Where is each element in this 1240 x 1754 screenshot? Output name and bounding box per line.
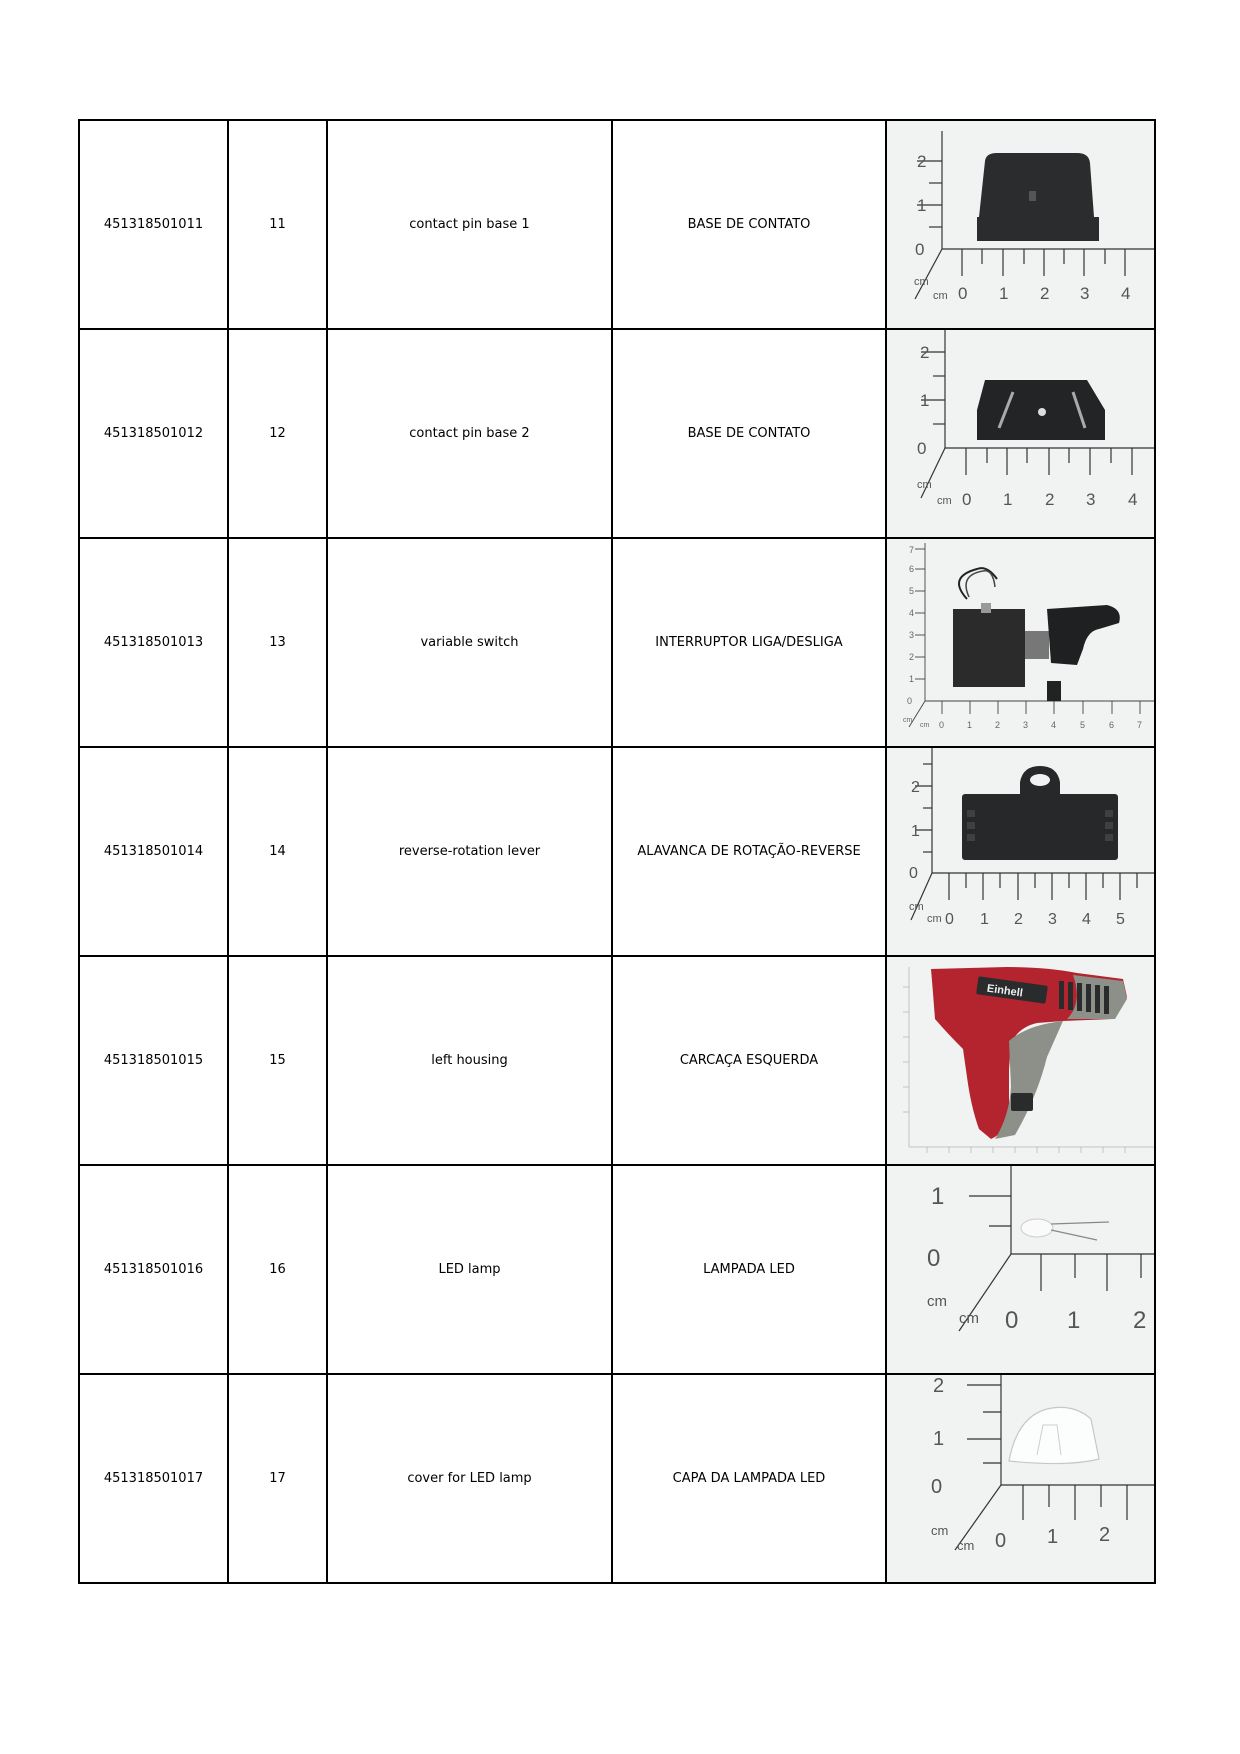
part-name-pt: CAPA DA LAMPADA LED — [612, 1374, 886, 1583]
ruler-label: 0 — [962, 490, 972, 509]
ruler-unit: cm — [927, 1293, 947, 1310]
part-name-en: cover for LED lamp — [327, 1374, 612, 1583]
ruler-label: 2 — [909, 652, 915, 662]
ruler-label: 2 — [1040, 284, 1050, 303]
ruler-label: 1 — [1047, 1526, 1059, 1548]
part-name-pt: BASE DE CONTATO — [612, 120, 886, 329]
ruler-label: 4 — [909, 608, 915, 618]
ruler-label: 2 — [917, 152, 927, 171]
ruler-label: 5 — [909, 586, 915, 596]
part-number: 451318501015 — [79, 956, 228, 1165]
ruler-unit: cm — [937, 495, 952, 507]
ruler-label: 1 — [917, 196, 927, 215]
ruler-label: 3 — [1023, 720, 1029, 730]
position-number: 13 — [228, 538, 327, 747]
ruler-label: 1 — [920, 391, 930, 410]
part-number: 451318501012 — [79, 329, 228, 538]
part-name-pt: BASE DE CONTATO — [612, 329, 886, 538]
brand-logo-text: Einhell — [986, 982, 1024, 1000]
table-row — [79, 1374, 1155, 1583]
part-shape — [1009, 1407, 1099, 1463]
ruler-label: 5 — [1116, 911, 1125, 928]
part-number: 451318501014 — [79, 747, 228, 956]
part-name-pt: CARCAÇA ESQUERDA — [612, 956, 886, 1165]
ruler-label: 1 — [933, 1428, 945, 1450]
part-photo — [887, 748, 1154, 955]
position-number: 14 — [228, 747, 327, 956]
ruler-label: 2 — [920, 343, 930, 362]
ruler-unit: cm — [933, 290, 948, 302]
ruler-label: 5 — [1080, 720, 1086, 730]
ruler-label: 0 — [1005, 1307, 1019, 1334]
part-name-pt: ALAVANCA DE ROTAÇÃO-REVERSE — [612, 747, 886, 956]
ruler-label: 4 — [1128, 490, 1138, 509]
part-name-en: contact pin base 1 — [327, 120, 612, 329]
ruler-label: 2 — [911, 779, 920, 796]
position-number: 17 — [228, 1374, 327, 1583]
part-number: 451318501011 — [79, 120, 228, 329]
part-number: 451318501017 — [79, 1374, 228, 1583]
ruler-label: 0 — [945, 911, 954, 928]
ruler-label: 1 — [911, 823, 920, 840]
part-photo — [887, 1166, 1154, 1373]
ruler-label: 2 — [1045, 490, 1055, 509]
contact-pin-base-1-photo — [886, 120, 1155, 329]
ruler-label: 6 — [909, 564, 915, 574]
part-shape — [1021, 1219, 1053, 1237]
ruler-label: 0 — [939, 720, 945, 730]
ruler-label: 0 — [958, 284, 968, 303]
ruler-label: 2 — [995, 720, 1001, 730]
position-number: 16 — [228, 1165, 327, 1374]
table-row — [79, 956, 1155, 1165]
ruler-label: 4 — [1051, 720, 1057, 730]
part-number: 451318501016 — [79, 1165, 228, 1374]
part-name-en: variable switch — [327, 538, 612, 747]
position-number: 15 — [228, 956, 327, 1165]
ruler-label: 3 — [1080, 284, 1090, 303]
ruler-label: 1 — [1003, 490, 1013, 509]
ruler-label: 3 — [909, 630, 915, 640]
ruler-label: 1 — [967, 720, 973, 730]
ruler-label: 0 — [909, 865, 918, 882]
ruler-label: 0 — [907, 696, 913, 706]
ruler-label: 3 — [1048, 911, 1057, 928]
ruler-label: 1 — [931, 1183, 945, 1210]
ruler-unit: cm — [914, 276, 929, 288]
led-lamp-photo — [886, 1165, 1155, 1374]
table-row — [79, 747, 1155, 956]
part-name-en: left housing — [327, 956, 612, 1165]
part-name-en: LED lamp — [327, 1165, 612, 1374]
ruler-label: 3 — [1086, 490, 1096, 509]
ruler-unit: cm — [927, 913, 942, 925]
table-row — [79, 329, 1155, 538]
ruler-label: 7 — [909, 545, 915, 555]
part-shape — [977, 153, 1099, 241]
part-photo — [887, 330, 1154, 537]
ruler-label: 0 — [931, 1476, 943, 1498]
part-number: 451318501013 — [79, 538, 228, 747]
ruler-label: 4 — [1121, 284, 1131, 303]
part-shape — [953, 609, 1025, 687]
ruler-unit: cm — [903, 717, 913, 724]
position-number: 11 — [228, 120, 327, 329]
part-name-pt: LAMPADA LED — [612, 1165, 886, 1374]
table-row — [79, 538, 1155, 747]
ruler-label: 4 — [1082, 911, 1091, 928]
ruler-label: 7 — [1137, 720, 1143, 730]
left-housing-photo — [886, 956, 1155, 1165]
ruler-unit: cm — [957, 1538, 975, 1553]
ruler-label: 1 — [980, 911, 989, 928]
reverse-rotation-lever-photo — [886, 747, 1155, 956]
ruler-label: 2 — [1133, 1307, 1147, 1334]
ruler-unit: cm — [909, 901, 924, 913]
table-row — [79, 1165, 1155, 1374]
ruler — [959, 1166, 1154, 1331]
ruler-label: 0 — [927, 1245, 941, 1272]
ruler-label: 2 — [1014, 911, 1023, 928]
ruler-label: 1 — [1067, 1307, 1081, 1334]
part-photo — [887, 1375, 1154, 1582]
ruler-label: 0 — [995, 1530, 1007, 1552]
part-photo — [887, 121, 1154, 328]
ruler-label: 1 — [909, 674, 915, 684]
led-lamp-cover-photo — [886, 1374, 1155, 1583]
part-photo — [887, 539, 1154, 746]
variable-switch-photo — [886, 538, 1155, 747]
ruler-unit: cm — [917, 479, 932, 491]
ruler-unit: cm — [959, 1310, 979, 1327]
parts-table — [78, 119, 1156, 1584]
ruler-unit: cm — [931, 1523, 949, 1538]
ruler-label: 6 — [1109, 720, 1115, 730]
contact-pin-base-2-photo — [886, 329, 1155, 538]
part-shape — [962, 794, 1118, 860]
part-name-en: contact pin base 2 — [327, 329, 612, 538]
ruler-unit: cm — [920, 722, 930, 729]
part-name-en: reverse-rotation lever — [327, 747, 612, 956]
ruler-label: 1 — [999, 284, 1009, 303]
part-photo — [887, 957, 1154, 1164]
table-row — [79, 120, 1155, 329]
ruler-label: 2 — [1099, 1524, 1111, 1546]
position-number: 12 — [228, 329, 327, 538]
part-name-pt: INTERRUPTOR LIGA/DESLIGA — [612, 538, 886, 747]
ruler-label: 0 — [917, 439, 927, 458]
ruler-label: 0 — [915, 240, 925, 259]
ruler-label: 2 — [933, 1375, 945, 1397]
